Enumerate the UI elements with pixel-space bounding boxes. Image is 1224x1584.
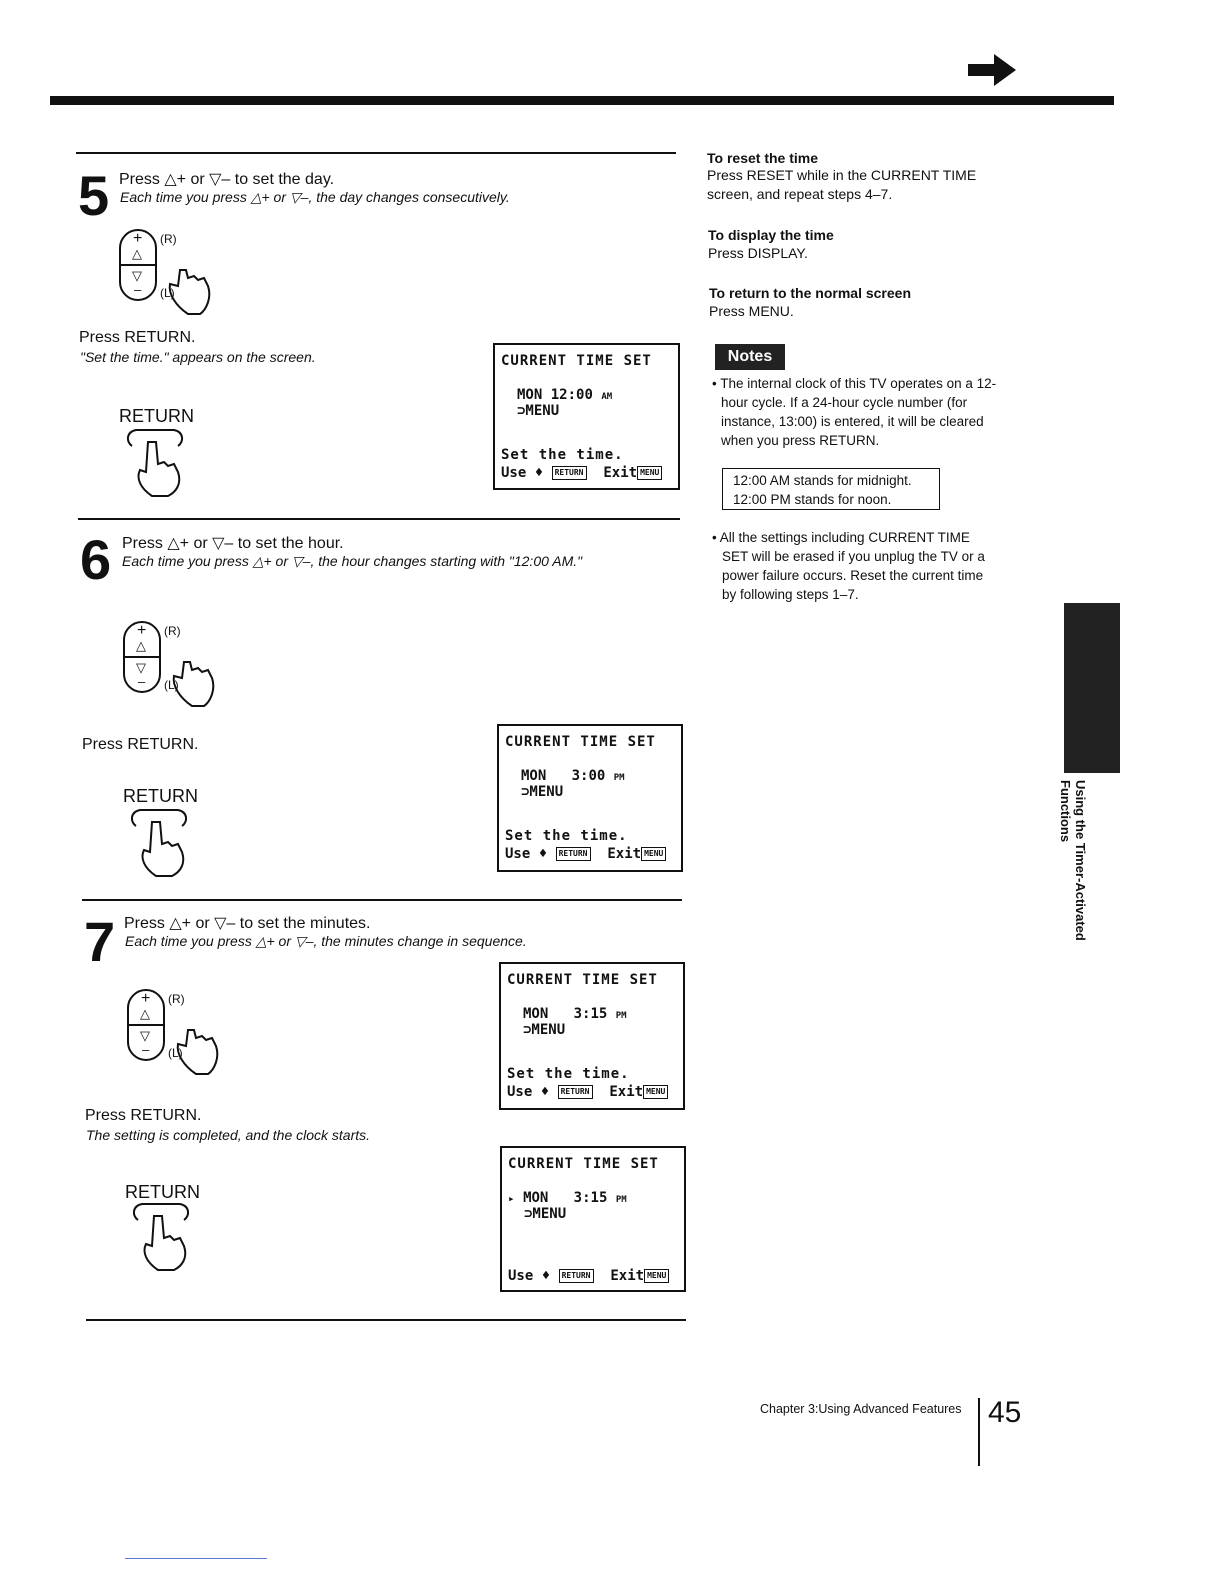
return-button-icon [130,1202,200,1274]
osd-screen-2 [497,724,683,872]
note1-line4: when you press RETURN. [721,433,880,448]
step6-return-label: RETURN [123,786,198,806]
note2-line4: by following steps 1–7. [722,587,859,602]
step7-rule [82,899,682,901]
page-number: 45 [988,1396,1022,1429]
osd-ampm: AM [601,392,613,402]
osd-time: 3:15 [573,1190,608,1206]
remote-rocker-step5 [116,226,236,318]
remote-rocker-step7 [124,986,244,1078]
osd-time: 3:00 [571,768,606,784]
menu-chip: MENU [644,1269,669,1283]
osd-screen-3 [499,962,685,1110]
up-label: △ [132,246,142,261]
minus-label: – [134,282,142,297]
down-label: ▽ [140,1028,150,1043]
osd-time: 3:15 [573,1006,608,1022]
step7-note: Each time you press △+ or ▽–, the minutes change in sequence. [125,933,527,949]
osd-use: Use ♦ [508,1268,551,1284]
osd-day-time [521,768,625,784]
osd-day-time [508,1190,627,1206]
step6-number: 6 [80,528,112,591]
bottom-rule [86,1319,686,1321]
header-bar [50,96,1114,105]
osd-exit: Exit [607,846,642,862]
osd-exit: Exit [609,1084,644,1100]
note2-line1: • All the settings including CURRENT TIME [712,530,970,545]
step5-number: 5 [78,164,110,227]
osd-ampm: PM [613,773,625,783]
osd-title: CURRENT TIME SET [505,734,656,750]
return-chip: RETURN [559,1269,594,1283]
step5-press-return: Press RETURN. [79,329,196,346]
osd-use-row [507,1084,668,1100]
osd-day-time [517,387,612,403]
note1-line2: hour cycle. If a 24-hour cycle number (for [721,395,968,410]
step7-number: 7 [84,910,116,973]
display-heading: To display the time [708,227,834,243]
osd-use-row [508,1268,669,1284]
l-label: (L) [164,678,179,692]
side-tab-label: Using the Timer-Activated Functions [1058,780,1088,941]
note2-line2: SET will be erased if you unplug the TV or a [722,549,985,564]
chapter-tab [1064,603,1120,773]
osd-menu: ⊃MENU [523,1022,566,1038]
reset-text-1: Press RESET while in the CURRENT TIME [707,167,977,183]
osd-screen-4 [500,1146,686,1292]
normal-text: Press MENU. [709,303,794,319]
step6-note: Each time you press △+ or ▽–, the hour changes starting with "12:00 AM." [122,553,583,569]
menu-chip: MENU [637,466,662,480]
osd-title: CURRENT TIME SET [501,353,652,369]
next-page-arrow-icon [968,52,1020,88]
plus-label: + [137,622,147,639]
r-label: (R) [164,624,181,638]
remote-rocker-step6 [120,618,240,710]
step5-instruction: Press △+ or ▽– to set the day. [119,171,335,188]
reset-heading: To reset the time [707,150,818,166]
chapter-footer: Chapter 3:Using Advanced Features [760,1402,962,1416]
minus-label: – [138,674,146,689]
step7-return-label: RETURN [125,1182,200,1202]
normal-heading: To return to the normal screen [709,285,911,301]
down-label: ▽ [132,268,142,283]
midnight-text: 12:00 AM stands for midnight. [733,473,912,488]
step6-press-return: Press RETURN. [82,736,199,753]
osd-time: 12:00 [550,387,593,403]
osd-menu: ⊃MENU [517,403,560,419]
osd-use: Use ♦ [501,465,544,481]
minus-label: – [142,1042,150,1057]
return-button-icon [124,428,194,500]
bottom-blue-line [125,1558,267,1559]
osd-cursor-icon: ▸ [508,1192,515,1205]
plus-label: + [133,230,143,247]
step5-return-label: RETURN [119,406,194,426]
return-chip: RETURN [552,466,587,480]
osd-set-time: Set the time. [505,828,628,844]
osd-ampm: PM [615,1011,627,1021]
return-button-icon [128,808,198,880]
step5-note: Each time you press △+ or ▽–, the day changes consecutively. [120,189,510,205]
r-label: (R) [160,232,177,246]
osd-title: CURRENT TIME SET [507,972,658,988]
l-label: (L) [160,286,175,300]
return-chip: RETURN [558,1085,593,1099]
osd-use-row [501,465,662,481]
note2-line3: power failure occurs. Reset the current time [722,568,984,583]
osd-screen-1 [493,343,680,490]
osd-menu: ⊃MENU [521,784,564,800]
menu-chip: MENU [643,1085,668,1099]
osd-menu: ⊃MENU [524,1206,567,1222]
up-label: △ [136,638,146,653]
osd-exit: Exit [603,465,638,481]
osd-ampm: PM [615,1195,627,1205]
note1-line1: • The internal clock of this TV operates on a 12- [712,376,997,391]
r-label: (R) [168,992,185,1006]
osd-day: MON [521,768,547,784]
display-text: Press DISPLAY. [708,245,808,261]
osd-use-row [505,846,666,862]
osd-day: MON [523,1006,549,1022]
osd-use: Use ♦ [507,1084,550,1100]
noon-midnight-box [722,468,940,510]
step6-instruction: Press △+ or ▽– to set the hour. [122,535,344,552]
notes-label: Notes [715,344,785,370]
step5-return-note: "Set the time." appears on the screen. [80,349,316,365]
osd-use: Use ♦ [505,846,548,862]
osd-day: MON [523,1190,549,1206]
up-label: △ [140,1006,150,1021]
osd-set-time: Set the time. [507,1066,630,1082]
step7-instruction: Press △+ or ▽– to set the minutes. [124,915,371,932]
step6-rule [78,518,680,520]
osd-title: CURRENT TIME SET [508,1156,659,1172]
down-label: ▽ [136,660,146,675]
noon-text: 12:00 PM stands for noon. [733,492,892,507]
page-number-divider [978,1398,980,1466]
plus-label: + [141,990,151,1007]
note1-line3: instance, 13:00) is entered, it will be cleared [721,414,984,429]
step7-press-return: Press RETURN. [85,1107,202,1124]
osd-set-time: Set the time. [501,447,624,463]
step7-return-note: The setting is completed, and the clock starts. [86,1127,371,1143]
osd-day-time [523,1006,627,1022]
return-chip: RETURN [556,847,591,861]
osd-exit: Exit [610,1268,645,1284]
osd-day: MON [517,387,543,403]
menu-chip: MENU [641,847,666,861]
l-label: (L) [168,1046,183,1060]
step5-rule [76,152,676,154]
reset-text-2: screen, and repeat steps 4–7. [707,186,893,202]
